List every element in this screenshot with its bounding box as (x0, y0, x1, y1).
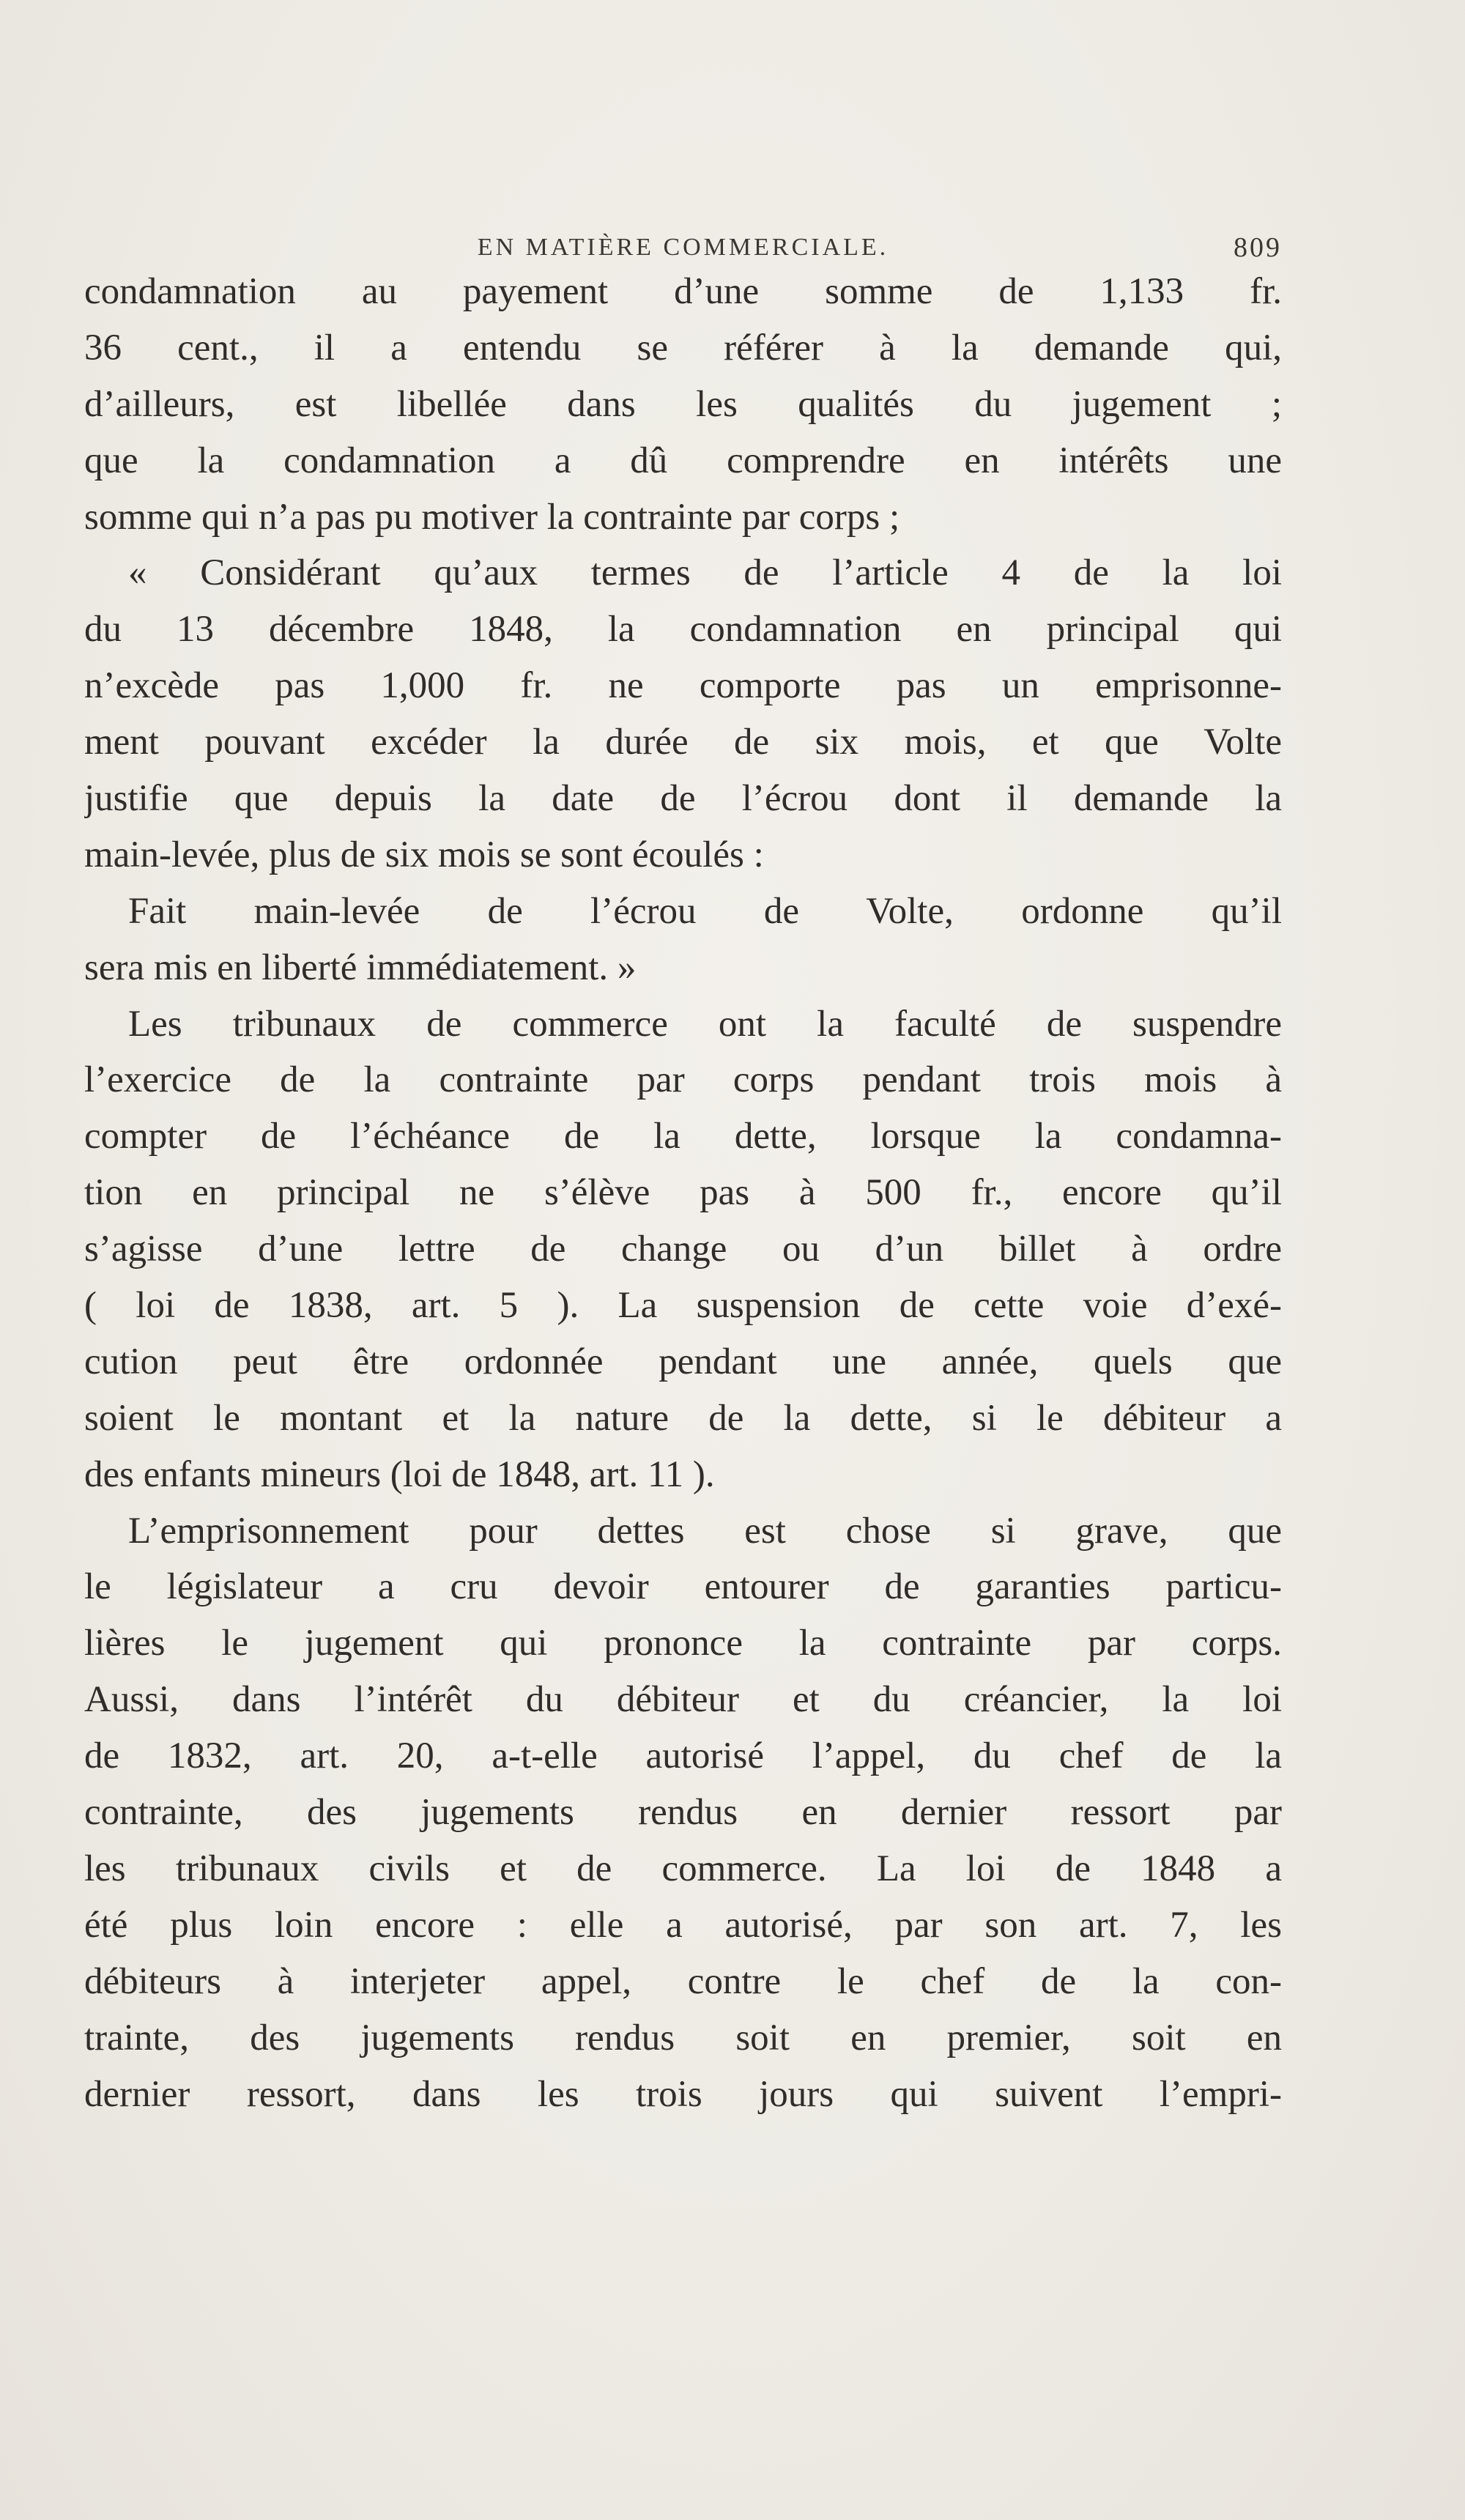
text-line: ( loi de 1838, art. 5 ). La suspension de cette voie d’exé- (84, 1285, 1282, 1327)
text-line: condamnation au payement d’une somme de 1,133 fr. (84, 271, 1282, 312)
text-line: Les tribunaux de commerce ont la faculté de suspendre (128, 1003, 1282, 1045)
text-line: « Considérant qu’aux termes de l’article 4 de la loi (128, 552, 1282, 594)
text-line: de 1832, art. 20, a-t-elle autorisé l’appel, du chef de la (84, 1735, 1282, 1777)
text-line: justifie que depuis la date de l’écrou dont il demande la (84, 778, 1282, 820)
text-line: dernier ressort, dans les trois jours qui suivent l’empri- (84, 2073, 1282, 2115)
page-number: 809 (1234, 232, 1282, 263)
text-line: tion en principal ne s’élève pas à 500 fr., encore qu’il (84, 1172, 1282, 1214)
text-line: cution peut être ordonnée pendant une année, quels que (84, 1341, 1282, 1382)
text-line: sera mis en liberté immédiatement. » (84, 946, 637, 988)
text-line: les tribunaux civils et de commerce. La loi de 1848 a (84, 1848, 1282, 1889)
text-line: n’excède pas 1,000 fr. ne comporte pas un emprisonne- (84, 665, 1282, 707)
text-line: contrainte, des jugements rendus en dernier ressort par (84, 1792, 1282, 1834)
text-line: soient le montant et la nature de la dette, si le débiteur a (84, 1397, 1282, 1439)
text-line: l’exercice de la contrainte par corps pendant trois mois à (84, 1059, 1282, 1101)
text-line: lières le jugement qui prononce la contrainte par corps. (84, 1623, 1282, 1664)
text-line: compter de l’échéance de la dette, lorsque la condamna- (84, 1116, 1282, 1157)
text-line: L’emprisonnement pour dettes est chose si grave, que (128, 1510, 1282, 1552)
text-line: main-levée, plus de six mois se sont écoulés : (84, 834, 764, 875)
text-line: le législateur a cru devoir entourer de garanties particu- (84, 1566, 1282, 1608)
text-line: trainte, des jugements rendus soit en premier, soit en (84, 2017, 1282, 2058)
text-line: été plus loin encore : elle a autorisé, par son art. 7, les (84, 1904, 1282, 1946)
running-title: EN MATIÈRE COMMERCIALE. (477, 234, 889, 261)
page-header (84, 227, 1282, 268)
text-line: ment pouvant excéder la durée de six mois, et que Volte (84, 722, 1282, 763)
text-line: Aussi, dans l’intérêt du débiteur et du créancier, la loi (84, 1679, 1282, 1721)
text-line: somme qui n’a pas pu motiver la contrainte par corps ; (84, 496, 900, 538)
text-line: s’agisse d’une lettre de change ou d’un billet à ordre (84, 1228, 1282, 1270)
text-line: Fait main-levée de l’écrou de Volte, ordonne qu’il (128, 890, 1282, 932)
text-line: débiteurs à interjeter appel, contre le chef de la con- (84, 1960, 1282, 2002)
text-line: que la condamnation a dû comprendre en intérêts une (84, 440, 1282, 481)
text-line: du 13 décembre 1848, la condamnation en principal qui (84, 609, 1282, 651)
text-line: des enfants mineurs (loi de 1848, art. 11 ). (84, 1453, 715, 1495)
text-line: d’ailleurs, est libellée dans les qualités du jugement ; (84, 383, 1282, 425)
body-text (84, 264, 1282, 2122)
text-line: 36 cent., il a entendu se référer à la demande qui, (84, 327, 1282, 368)
